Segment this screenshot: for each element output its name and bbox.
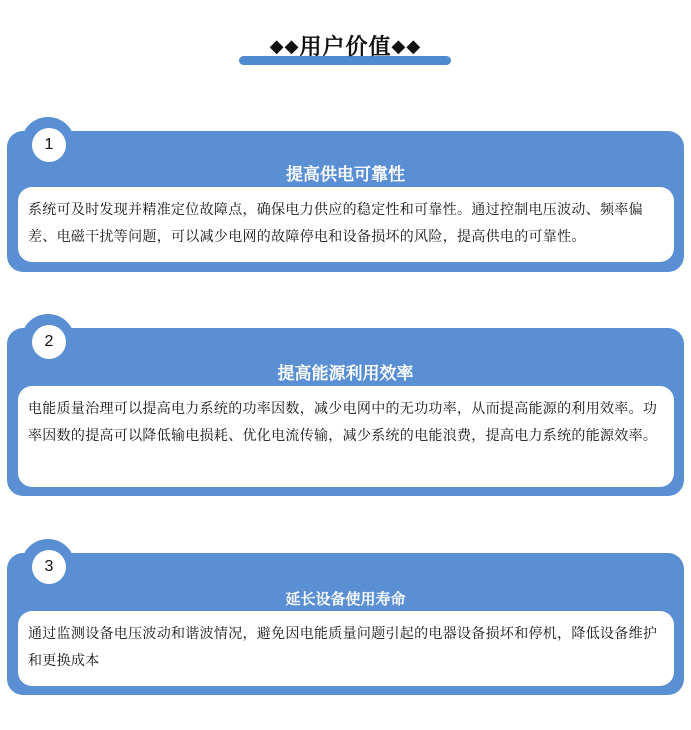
section-header xyxy=(0,30,691,70)
card-title-1: 提高供电可靠性 xyxy=(286,165,405,185)
section-title-text: 用户价值 xyxy=(299,35,392,60)
card-body-1: 系统可及时发现并精准定位故障点，确保电力供应的稳定性和可靠性。通过控制电压波动、频率偏差、电磁干扰等问题，可以减少电网的故障停电和设备损坏的风险，提高供电的可靠性。 xyxy=(18,187,674,262)
card-body-2: 电能质量治理可以提高电力系统的功率因数，减少电网中的无功功率，从而提高能源的利用效率。功率因数的提高可以降低输电损耗、优化电流传输，减少系统的电能浪费，提高电力系统的能源效率。 xyxy=(18,386,674,487)
card-number-1: 1 xyxy=(32,128,66,162)
card-number-2: 2 xyxy=(32,325,66,359)
section-title xyxy=(0,30,691,61)
card-title-3: 延长设备使用寿命 xyxy=(285,590,406,608)
right-diamond-decoration: ◆◆ xyxy=(391,36,422,57)
left-diamond-decoration: ◆◆ xyxy=(269,36,300,57)
card-title-2: 提高能源利用效率 xyxy=(277,364,414,384)
card-number-3: 3 xyxy=(32,550,66,584)
card-body-3: 通过监测设备电压波动和谐波情况，避免因电能质量问题引起的电器设备损坏和停机，降低设备维护和更换成本 xyxy=(18,611,674,686)
